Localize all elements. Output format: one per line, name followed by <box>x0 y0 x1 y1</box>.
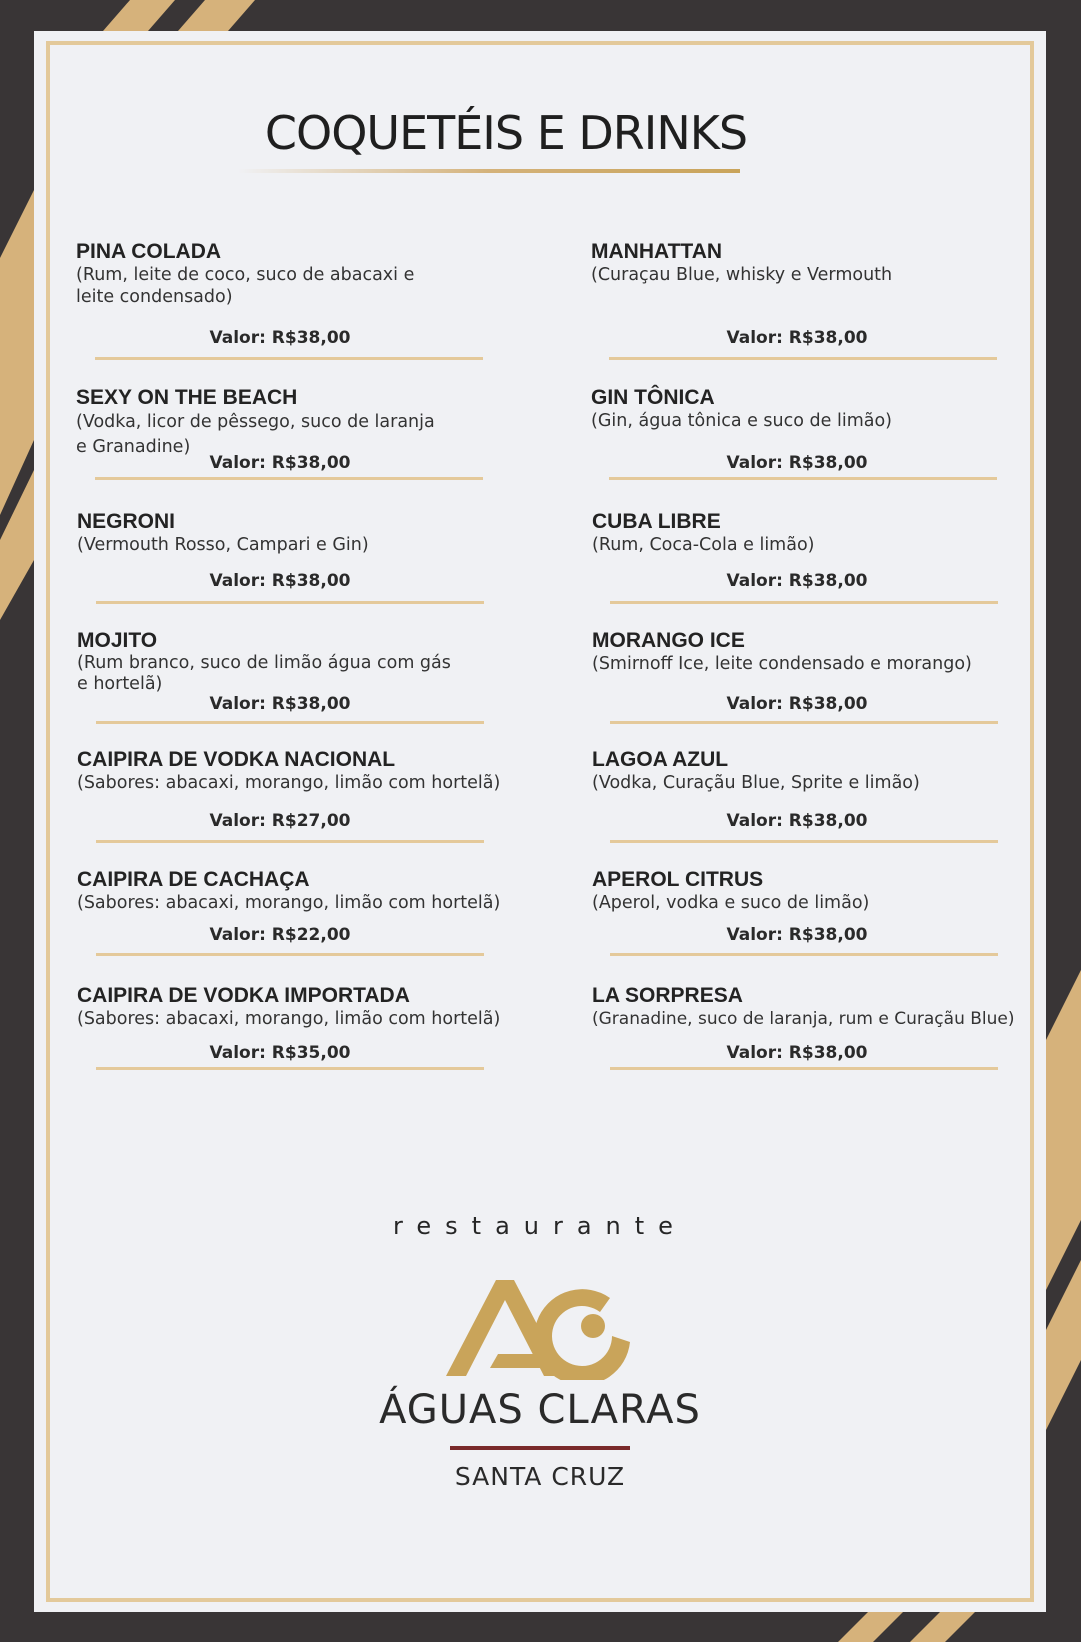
item-description: (Gin, água tônica e suco de limão) <box>591 411 893 431</box>
menu-item-mojito <box>77 629 517 695</box>
title-underline <box>238 168 740 174</box>
item-divider <box>609 477 997 480</box>
item-name: MOJITO <box>77 629 158 652</box>
menu-item-negroni <box>77 510 517 556</box>
item-price: Valor: R$38,00 <box>726 453 868 473</box>
item-name: LA SORPRESA <box>592 984 743 1007</box>
menu-item-gin-tonica <box>591 386 1031 432</box>
item-price: Valor: R$35,00 <box>209 1043 351 1063</box>
item-divider <box>96 840 484 843</box>
item-divider <box>609 357 997 360</box>
item-price: Valor: R$38,00 <box>209 571 351 591</box>
item-price: Valor: R$38,00 <box>726 811 868 831</box>
item-divider <box>96 601 484 604</box>
item-divider <box>95 477 483 480</box>
logo-city: SANTA CRUZ <box>454 1462 626 1491</box>
logo-restaurante-text: restaurante <box>393 1212 687 1240</box>
item-divider <box>610 953 998 956</box>
item-divider <box>96 953 484 956</box>
item-description: (Rum branco, suco de limão água com gás e hortelã) <box>77 653 451 694</box>
item-description: (Rum, leite de coco, suco de abacaxi e leite condensado) <box>76 265 415 307</box>
menu-item-caipira-vodka-importada <box>77 984 527 1030</box>
menu-item-sexy-on-the-beach <box>76 386 516 460</box>
item-description: (Vermouth Rosso, Campari e Gin) <box>77 535 369 555</box>
item-divider <box>96 1067 484 1070</box>
item-description: (Vodka, licor de pêssego, suco de laranja e Granadine) <box>76 412 435 457</box>
item-description: (Sabores: abacaxi, morango, limão com hortelã) <box>77 773 501 793</box>
item-divider <box>610 1067 998 1070</box>
item-name: PINA COLADA <box>76 240 222 263</box>
item-price: Valor: R$38,00 <box>726 571 868 591</box>
item-divider <box>610 840 998 843</box>
item-divider <box>96 721 484 724</box>
item-price: Valor: R$22,00 <box>209 925 351 945</box>
item-description: (Vodka, Curaçãu Blue, Sprite e limão) <box>592 773 920 793</box>
item-price: Valor: R$38,00 <box>726 694 868 714</box>
menu-item-caipira-vodka-nacional <box>77 748 527 794</box>
menu-item-pina-colada <box>76 240 516 308</box>
item-price: Valor: R$27,00 <box>209 811 351 831</box>
item-price: Valor: R$38,00 <box>209 694 351 714</box>
item-price: Valor: R$38,00 <box>726 1043 868 1063</box>
item-name: CAIPIRA DE VODKA NACIONAL <box>77 748 396 771</box>
menu-item-cuba-libre <box>592 510 1032 556</box>
item-description: (Smirnoff Ice, leite condensado e morango) <box>592 654 972 674</box>
item-name: MANHATTAN <box>591 240 723 263</box>
item-description: (Rum, Coca-Cola e limão) <box>592 535 815 555</box>
item-price: Valor: R$38,00 <box>726 925 868 945</box>
item-name: NEGRONI <box>77 510 176 533</box>
item-description: (Granadine, suco de laranja, rum e Curaçãu Blue) <box>592 1009 1015 1029</box>
item-name: SEXY ON THE BEACH <box>76 386 298 409</box>
item-divider <box>610 601 998 604</box>
item-name: GIN TÔNICA <box>591 386 715 409</box>
item-name: CAIPIRA DE CACHAÇA <box>77 868 310 891</box>
item-name: APEROL CITRUS <box>592 868 764 891</box>
menu-item-la-sorpresa <box>592 984 1032 1030</box>
item-description: (Curaçau Blue, whisky e Vermouth <box>591 265 893 285</box>
item-price: Valor: R$38,00 <box>726 328 868 348</box>
menu-item-lagoa-azul <box>592 748 1032 794</box>
menu-item-aperol-citrus <box>592 868 1032 914</box>
item-divider <box>95 357 483 360</box>
menu-item-manhattan <box>591 240 1031 286</box>
logo-ac-mark <box>410 1276 640 1380</box>
item-name: MORANGO ICE <box>592 629 745 652</box>
item-description: (Aperol, vodka e suco de limão) <box>592 893 870 913</box>
item-price: Valor: R$38,00 <box>209 328 351 348</box>
logo-divider <box>450 1446 630 1450</box>
item-name: LAGOA AZUL <box>592 748 729 771</box>
menu-title: COQUETÉIS E DRINKS <box>264 106 748 160</box>
logo-name: ÁGUAS CLARAS <box>379 1387 701 1433</box>
item-divider <box>610 721 998 724</box>
item-price: Valor: R$38,00 <box>209 453 351 473</box>
item-name: CUBA LIBRE <box>592 510 721 533</box>
menu-item-morango-ice <box>592 629 1012 675</box>
item-description: (Sabores: abacaxi, morango, limão com hortelã) <box>77 1009 501 1029</box>
item-name: CAIPIRA DE VODKA IMPORTADA <box>77 984 410 1007</box>
item-description: (Sabores: abacaxi, morango, limão com hortelã) <box>77 893 501 913</box>
menu-item-caipira-cachaca <box>77 868 527 914</box>
